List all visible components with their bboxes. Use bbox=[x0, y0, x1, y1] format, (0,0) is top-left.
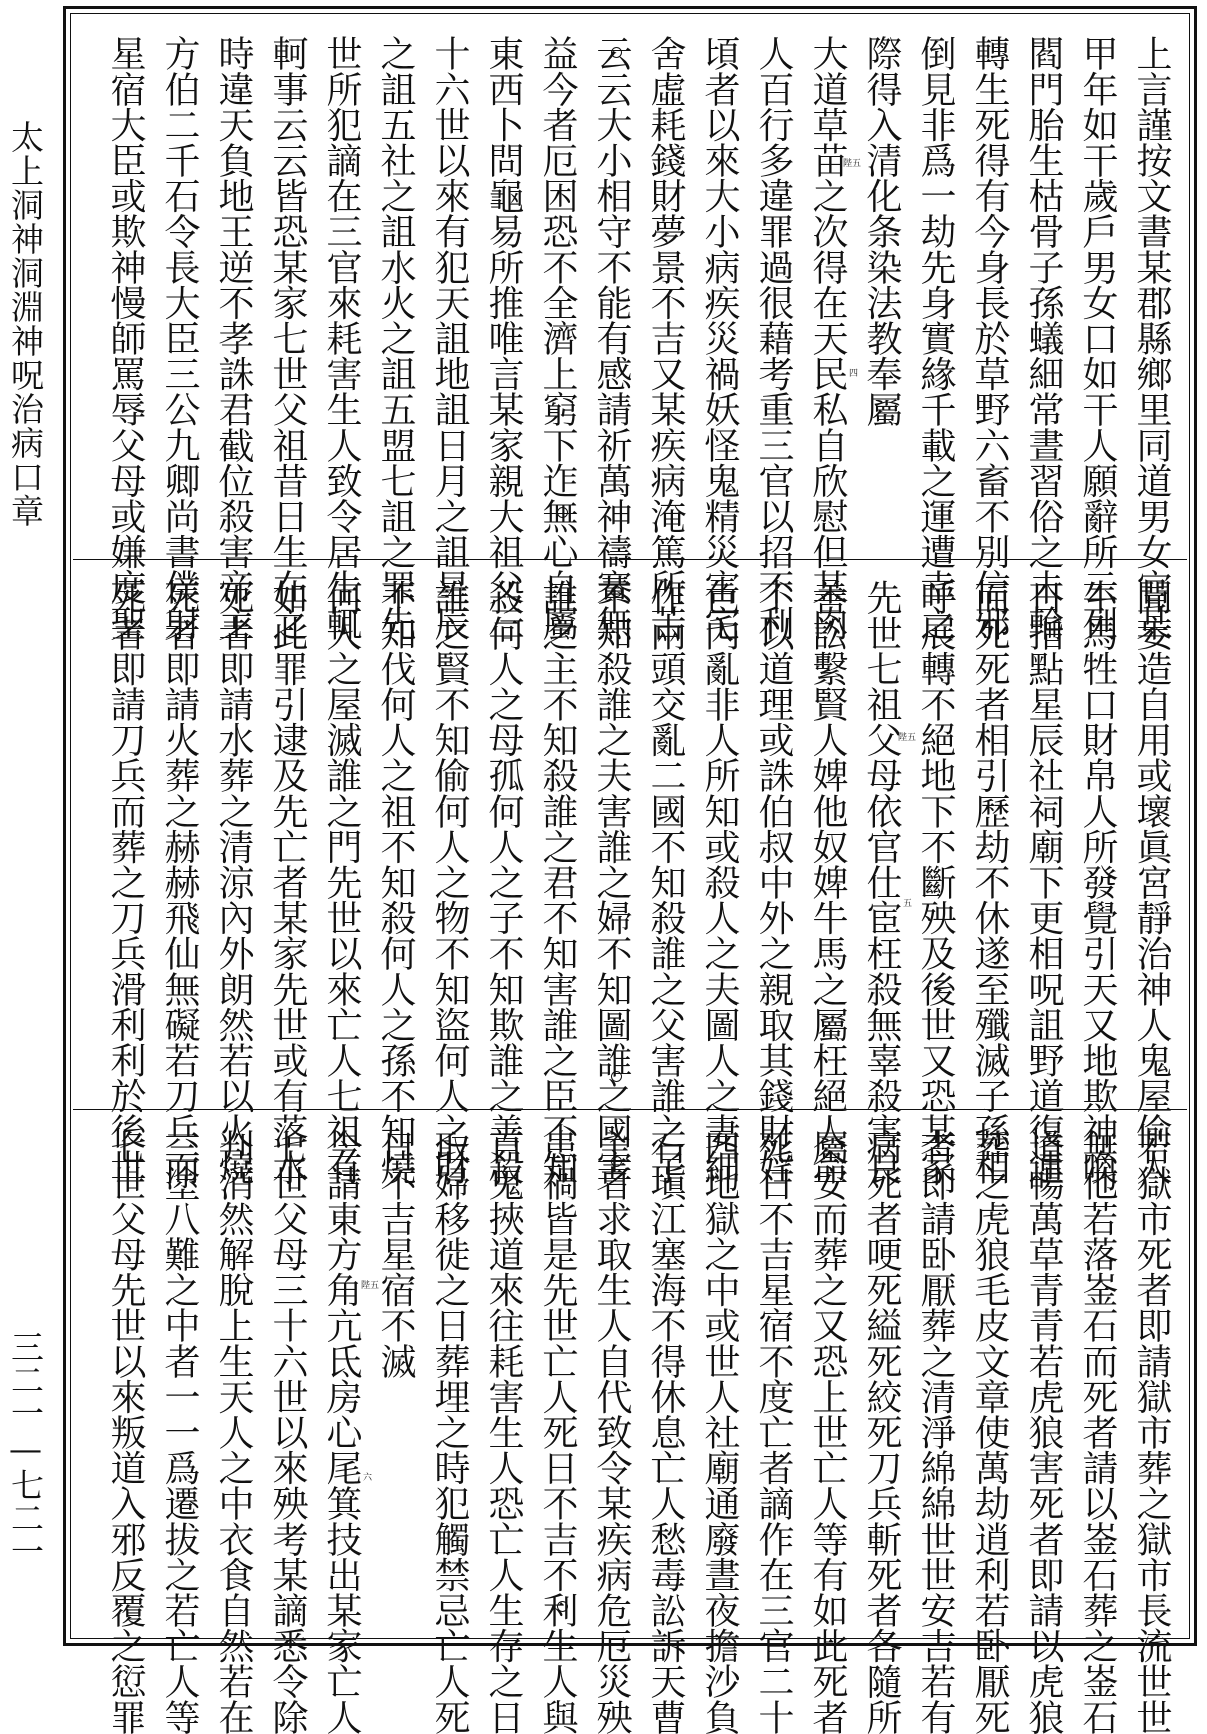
text-panel-2 bbox=[73, 561, 1187, 1185]
text-column: 頃者以來大小病疾災禍妖怪鬼精災害宅 bbox=[699, 35, 740, 641]
text-column: 世所犯謫在三官來耗害生人致令居生輒 bbox=[321, 35, 362, 641]
text-column: 三塗八難之中者一一爲遷拔之若亡人等 bbox=[159, 1129, 200, 1734]
text-column: 舍虛耗錢財夢景不吉又某疾病淹篤所苦 bbox=[645, 35, 686, 641]
panel-divider bbox=[73, 559, 1187, 560]
text-column: 四地獄之中或世人社廟通廢晝夜擔沙負 bbox=[699, 1129, 740, 1734]
text-panel-3 bbox=[73, 1111, 1187, 1734]
text-column: 者即請卧厭葬之清淨綿綿世世安吉若有 bbox=[915, 1129, 956, 1734]
text-column: 不知殺誰之夫害誰之婦不知圖誰之國害 bbox=[591, 579, 632, 1185]
text-column: 如此罪引逮及先亡者某家先世或有落水 bbox=[267, 579, 308, 1185]
text-column: 上言謹按文書某郡縣鄉里同道男女官某 bbox=[1131, 35, 1172, 641]
text-column: 不以道理或誅伯叔中外之親取其錢財婬 bbox=[753, 579, 794, 1185]
margin-book-title: 太上洞神洞淵神呪治病口章 bbox=[6, 120, 45, 528]
annotation-note: 陛五 bbox=[843, 159, 862, 169]
text-column: 際得入清化条染法教奉屬 bbox=[861, 35, 902, 427]
text-column: 死者即請火葬之赫赫飛仙無礙若刀兵而 bbox=[159, 579, 200, 1185]
text-column: 益今者厄困恐不全濟上窮下迮無心自屬 bbox=[537, 35, 578, 641]
page-frame bbox=[63, 6, 1197, 1734]
text-column: 而死死者相引歷劫不休遂至殲滅子孫相 bbox=[969, 579, 1010, 1185]
annotation-note: 陛五 bbox=[898, 733, 917, 743]
annotation-note: 陛五 bbox=[361, 1281, 380, 1291]
text-column: 色內亂非人所知或殺人之夫圖人之妻細 bbox=[699, 579, 740, 1185]
text-column: 患禍皆是先世亡人死日不吉不利生人與 bbox=[537, 1129, 578, 1734]
annotation-note: 六 bbox=[363, 1473, 373, 1483]
text-column: 石塡江塞海不得休息亡人愁毒訟訴天曹 bbox=[645, 1129, 686, 1734]
circle-mark bbox=[557, 507, 568, 518]
text-column: 時違天負地王逆不孝誅君截位殺害帝主 bbox=[213, 35, 254, 641]
text-column: 大道草苗之次得在天民私自欣慰但某肉 bbox=[807, 35, 848, 641]
text-column: 不知伐何人之祖不知殺何人之孫不知燒 bbox=[375, 579, 416, 1185]
text-column: 牛馬牲口財帛人所發覺引天又地欺神喚 bbox=[1077, 579, 1118, 1185]
text-column: 葬之虎狼毛皮文章使萬劫逍利若卧厭死 bbox=[969, 1129, 1010, 1734]
text-column: 何人之屋滅誰之門先世以來亡人七祖有 bbox=[321, 579, 362, 1185]
text-column: 若獄市死者即請獄市葬之獄市長流世世 bbox=[1131, 1129, 1172, 1734]
text-column: 轉生死得有今身長於草野六畜不別信邪 bbox=[969, 35, 1010, 641]
text-column: 之詛五社之詛水火之詛五盟七詛之罪先 bbox=[375, 35, 416, 641]
circle-mark bbox=[611, 47, 622, 58]
circle-mark bbox=[611, 1156, 622, 1167]
text-column: 病死者哽死縊死絞死刀兵斬死者各隨所 bbox=[861, 1129, 902, 1734]
text-column: 誰之主不知殺誰之君不知害誰之臣不知 bbox=[537, 579, 578, 1185]
text-column: 星宿大臣或欺神慢師罵辱父母或嫌度聖 bbox=[105, 35, 146, 641]
text-panel-1 bbox=[73, 17, 1187, 641]
text-column: 死日不吉星宿不度亡者謫作在三官二十 bbox=[753, 1129, 794, 1734]
margin-page-number: 三二一—七二一 bbox=[6, 1330, 45, 1567]
panel-divider bbox=[73, 1109, 1187, 1110]
text-column: 道暢萬草青青若虎狼害死者即請以虎狼 bbox=[1023, 1129, 1064, 1734]
text-column: 今請東方角亢氐房心尾箕技出某家亡人 bbox=[321, 1129, 362, 1734]
text-column: 先世七祖父母依官仕宦枉殺無辜殺害良 bbox=[861, 579, 902, 1185]
text-column: 閻門胎生枯骨子孫蟻細常晝習俗之未輪 bbox=[1023, 35, 1064, 641]
text-column: 日指點星辰社祠廟下更相呪詛野道復連 bbox=[1023, 579, 1064, 1185]
text-column: 呼展轉不絕地下不斷殃及後世又恐某家 bbox=[915, 579, 956, 1185]
text-column: 作兩頭交亂二國不知殺誰之父害誰之子 bbox=[645, 579, 686, 1185]
text-column: 屬安而葬之又恐上世亡人等有如此死者 bbox=[807, 1129, 848, 1734]
text-column: 判消然解脫上生天人之中衣食自然若在 bbox=[213, 1129, 254, 1734]
text-column: 倒見非爲一劫先身實緣千載之運遭幸之 bbox=[915, 35, 956, 641]
text-column: 軻事云云皆恐某家七世父祖昔日生在之 bbox=[267, 35, 308, 641]
text-column: 十六世以來有犯天詛地詛日月之詛星辰 bbox=[429, 35, 470, 641]
text-column: 七世父母先世以來叛道入邪反覆之愆罪 bbox=[105, 1129, 146, 1734]
text-column: 取婦移徙之日葬埋之時犯觸禁忌亡人死 bbox=[429, 1129, 470, 1734]
text-column: 聞妄造自用或壞眞宮靜治神人鬼屋偷人 bbox=[1131, 579, 1172, 1185]
text-column: 日不吉星宿不滅 bbox=[375, 1129, 416, 1379]
text-column: 甲年如干歲戶男女口如干人願辭所云列 bbox=[1077, 35, 1118, 641]
text-column: 無他若落崟石而死者請以崟石葬之崟石 bbox=[1077, 1129, 1118, 1734]
annotation-note: 五 bbox=[903, 899, 913, 909]
text-column: 百鬼挾道來往耗害生人恐亡人生存之日 bbox=[483, 1129, 524, 1734]
text-column: 云云大小相守不能有感請祈萬神禱賽無 bbox=[591, 35, 632, 641]
text-column: 七世父母三十六世以來殃考某謫悉令除 bbox=[267, 1129, 308, 1734]
text-column: 誰之賢不知偷何人之物不知盜何人之財 bbox=[429, 579, 470, 1185]
circle-mark bbox=[611, 586, 622, 597]
text-column: 東西卜問龜易所推唯言某家親大祖父三 bbox=[483, 35, 524, 641]
text-column: 死者即請刀兵而葬之刀兵滑利利於後世 bbox=[105, 579, 146, 1185]
text-column: 死者即請水葬之清涼內外朗然若以火燒 bbox=[213, 579, 254, 1185]
text-column: 殺何人之母孤何人之子不知欺誰之善殺 bbox=[483, 579, 524, 1185]
circle-mark bbox=[611, 1071, 622, 1082]
text-column: 善訟繫賢人婢他奴婢牛馬之屬枉絕人命 bbox=[807, 579, 848, 1185]
text-column: 方伯二千石令長大臣三公九卿尚書僕射 bbox=[159, 35, 200, 641]
text-column: 主者求取生人自代致令某疾病危厄災殃 bbox=[591, 1129, 632, 1734]
circle-mark bbox=[557, 1601, 568, 1612]
text-column: 人百行多違罪過很藉考重三官以招不利 bbox=[753, 35, 794, 641]
annotation-note: 四 bbox=[849, 369, 859, 379]
